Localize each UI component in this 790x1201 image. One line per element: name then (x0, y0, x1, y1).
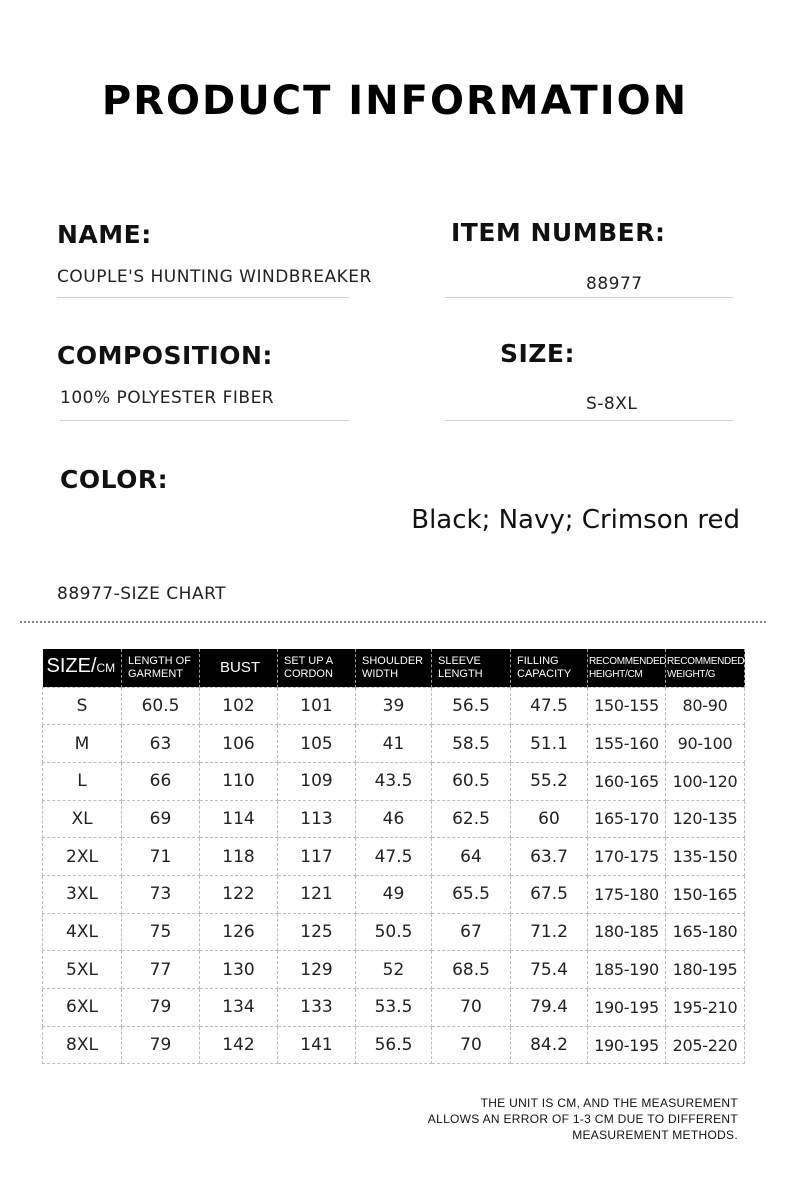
cell-sleeve: 70 (432, 989, 511, 1027)
cell-sleeve: 67 (432, 913, 511, 951)
measurement-note (428, 1095, 738, 1143)
cell-shoulder: 39 (356, 687, 432, 725)
cell-height: 180-185 (588, 913, 666, 951)
size-value: S-8XL (586, 394, 638, 414)
header-length: LENGTH OF GARMENT (122, 649, 200, 687)
cell-shoulder: 52 (356, 951, 432, 989)
cell-weight: 120-135 (666, 800, 745, 838)
cell-sleeve: 70 (432, 1026, 511, 1064)
cell-bust: 110 (200, 762, 278, 800)
table-row (43, 800, 745, 838)
cell-length: 79 (122, 989, 200, 1027)
header-bust: BUST (200, 649, 278, 687)
composition-underline (60, 420, 349, 421)
cell-filling: 60 (511, 800, 588, 838)
cell-sleeve: 60.5 (432, 762, 511, 800)
cell-sleeve: 62.5 (432, 800, 511, 838)
cell-bust: 106 (200, 725, 278, 763)
cell-weight: 100-120 (666, 762, 745, 800)
name-value: COUPLE'S HUNTING WINDBREAKER (57, 267, 372, 287)
header-filling: FILLING CAPACITY (511, 649, 588, 687)
cell-filling: 79.4 (511, 989, 588, 1027)
cell-weight: 90-100 (666, 725, 745, 763)
section-divider (20, 621, 766, 623)
cell-sleeve: 64 (432, 838, 511, 876)
cell-bust: 130 (200, 951, 278, 989)
cell-sleeve: 58.5 (432, 725, 511, 763)
cell-length: 79 (122, 1026, 200, 1064)
header-cordon: SET UP A CORDON (278, 649, 356, 687)
cell-weight: 150-165 (666, 875, 745, 913)
table-row (43, 838, 745, 876)
item-number-label: ITEM NUMBER: (451, 218, 666, 247)
cell-weight: 135-150 (666, 838, 745, 876)
cell-shoulder: 46 (356, 800, 432, 838)
cell-sleeve: 68.5 (432, 951, 511, 989)
cell-length: 60.5 (122, 687, 200, 725)
cell-weight: 165-180 (666, 913, 745, 951)
cell-height: 170-175 (588, 838, 666, 876)
cell-bust: 134 (200, 989, 278, 1027)
composition-label: COMPOSITION: (57, 341, 273, 370)
measurement-note-line: ALLOWS AN ERROR OF 1-3 CM DUE TO DIFFERENT (427, 1112, 738, 1126)
size-chart-table (42, 649, 745, 1064)
cell-length: 69 (122, 800, 200, 838)
cell-filling: 63.7 (511, 838, 588, 876)
header-height: RECOMMENDED HEIGHT/CM (588, 649, 666, 687)
cell-bust: 114 (200, 800, 278, 838)
table-row (43, 913, 745, 951)
table-row (43, 687, 745, 725)
cell-shoulder: 50.5 (356, 913, 432, 951)
cell-height: 175-180 (588, 875, 666, 913)
cell-cordon: 129 (278, 951, 356, 989)
cell-shoulder: 41 (356, 725, 432, 763)
cell-bust: 118 (200, 838, 278, 876)
size-label: SIZE: (500, 339, 576, 368)
cell-cordon: 133 (278, 989, 356, 1027)
cell-cordon: 121 (278, 875, 356, 913)
cell-length: 73 (122, 875, 200, 913)
cell-size: M (43, 725, 122, 763)
name-underline (57, 297, 349, 298)
cell-length: 66 (122, 762, 200, 800)
composition-value: 100% POLYESTER FIBER (60, 388, 275, 408)
cell-filling: 55.2 (511, 762, 588, 800)
cell-size: 2XL (43, 838, 122, 876)
cell-height: 150-155 (588, 687, 666, 725)
cell-cordon: 141 (278, 1026, 356, 1064)
table-row (43, 875, 745, 913)
header-size-text: SIZE/ (46, 655, 97, 678)
cell-length: 75 (122, 913, 200, 951)
cell-height: 155-160 (588, 725, 666, 763)
cell-size: L (43, 762, 122, 800)
color-label: COLOR: (60, 465, 169, 494)
cell-length: 77 (122, 951, 200, 989)
item-number-underline (445, 297, 733, 298)
cell-shoulder: 47.5 (356, 838, 432, 876)
cell-sleeve: 65.5 (432, 875, 511, 913)
cell-cordon: 105 (278, 725, 356, 763)
cell-filling: 47.5 (511, 687, 588, 725)
cell-weight: 205-220 (666, 1026, 745, 1064)
cell-cordon: 117 (278, 838, 356, 876)
cell-height: 165-170 (588, 800, 666, 838)
cell-cordon: 109 (278, 762, 356, 800)
cell-shoulder: 53.5 (356, 989, 432, 1027)
cell-cordon: 113 (278, 800, 356, 838)
cell-sleeve: 56.5 (432, 687, 511, 725)
name-label: NAME: (57, 220, 152, 249)
header-weight: RECOMMENDED WEIGHT/G (666, 649, 745, 687)
cell-height: 160-165 (588, 762, 666, 800)
cell-shoulder: 49 (356, 875, 432, 913)
cell-size: 8XL (43, 1026, 122, 1064)
cell-cordon: 101 (278, 687, 356, 725)
cell-bust: 102 (200, 687, 278, 725)
cell-filling: 71.2 (511, 913, 588, 951)
cell-weight: 195-210 (666, 989, 745, 1027)
table-row (43, 762, 745, 800)
cell-size: 5XL (43, 951, 122, 989)
size-chart-caption: 88977-SIZE CHART (57, 584, 227, 604)
cell-filling: 75.4 (511, 951, 588, 989)
cell-filling: 51.1 (511, 725, 588, 763)
header-shoulder: SHOULDER WIDTH (356, 649, 432, 687)
cell-size: 6XL (43, 989, 122, 1027)
cell-size: S (43, 687, 122, 725)
cell-filling: 84.2 (511, 1026, 588, 1064)
cell-height: 185-190 (588, 951, 666, 989)
cell-size: 4XL (43, 913, 122, 951)
cell-shoulder: 56.5 (356, 1026, 432, 1064)
size-underline (445, 420, 733, 421)
cell-height: 190-195 (588, 1026, 666, 1064)
cell-shoulder: 43.5 (356, 762, 432, 800)
item-number-value: 88977 (586, 274, 643, 294)
table-row (43, 989, 745, 1027)
header-size-unit: CM (96, 661, 116, 676)
cell-size: 3XL (43, 875, 122, 913)
page-title: PRODUCT INFORMATION (101, 78, 689, 124)
measurement-note-line: MEASUREMENT METHODS. (572, 1128, 738, 1142)
cell-filling: 67.5 (511, 875, 588, 913)
table-row (43, 1026, 745, 1064)
table-row (43, 951, 745, 989)
cell-weight: 80-90 (666, 687, 745, 725)
cell-weight: 180-195 (666, 951, 745, 989)
cell-bust: 142 (200, 1026, 278, 1064)
header-sleeve: SLEEVE LENGTH (432, 649, 511, 687)
measurement-note-line: THE UNIT IS CM, AND THE MEASUREMENT (480, 1096, 738, 1110)
cell-cordon: 125 (278, 913, 356, 951)
cell-bust: 122 (200, 875, 278, 913)
cell-length: 71 (122, 838, 200, 876)
table-row (43, 725, 745, 763)
cell-size: XL (43, 800, 122, 838)
header-size (43, 649, 122, 687)
color-value: Black; Navy; Crimson red (411, 505, 740, 535)
size-chart-header-row (43, 649, 745, 687)
cell-height: 190-195 (588, 989, 666, 1027)
cell-bust: 126 (200, 913, 278, 951)
cell-length: 63 (122, 725, 200, 763)
